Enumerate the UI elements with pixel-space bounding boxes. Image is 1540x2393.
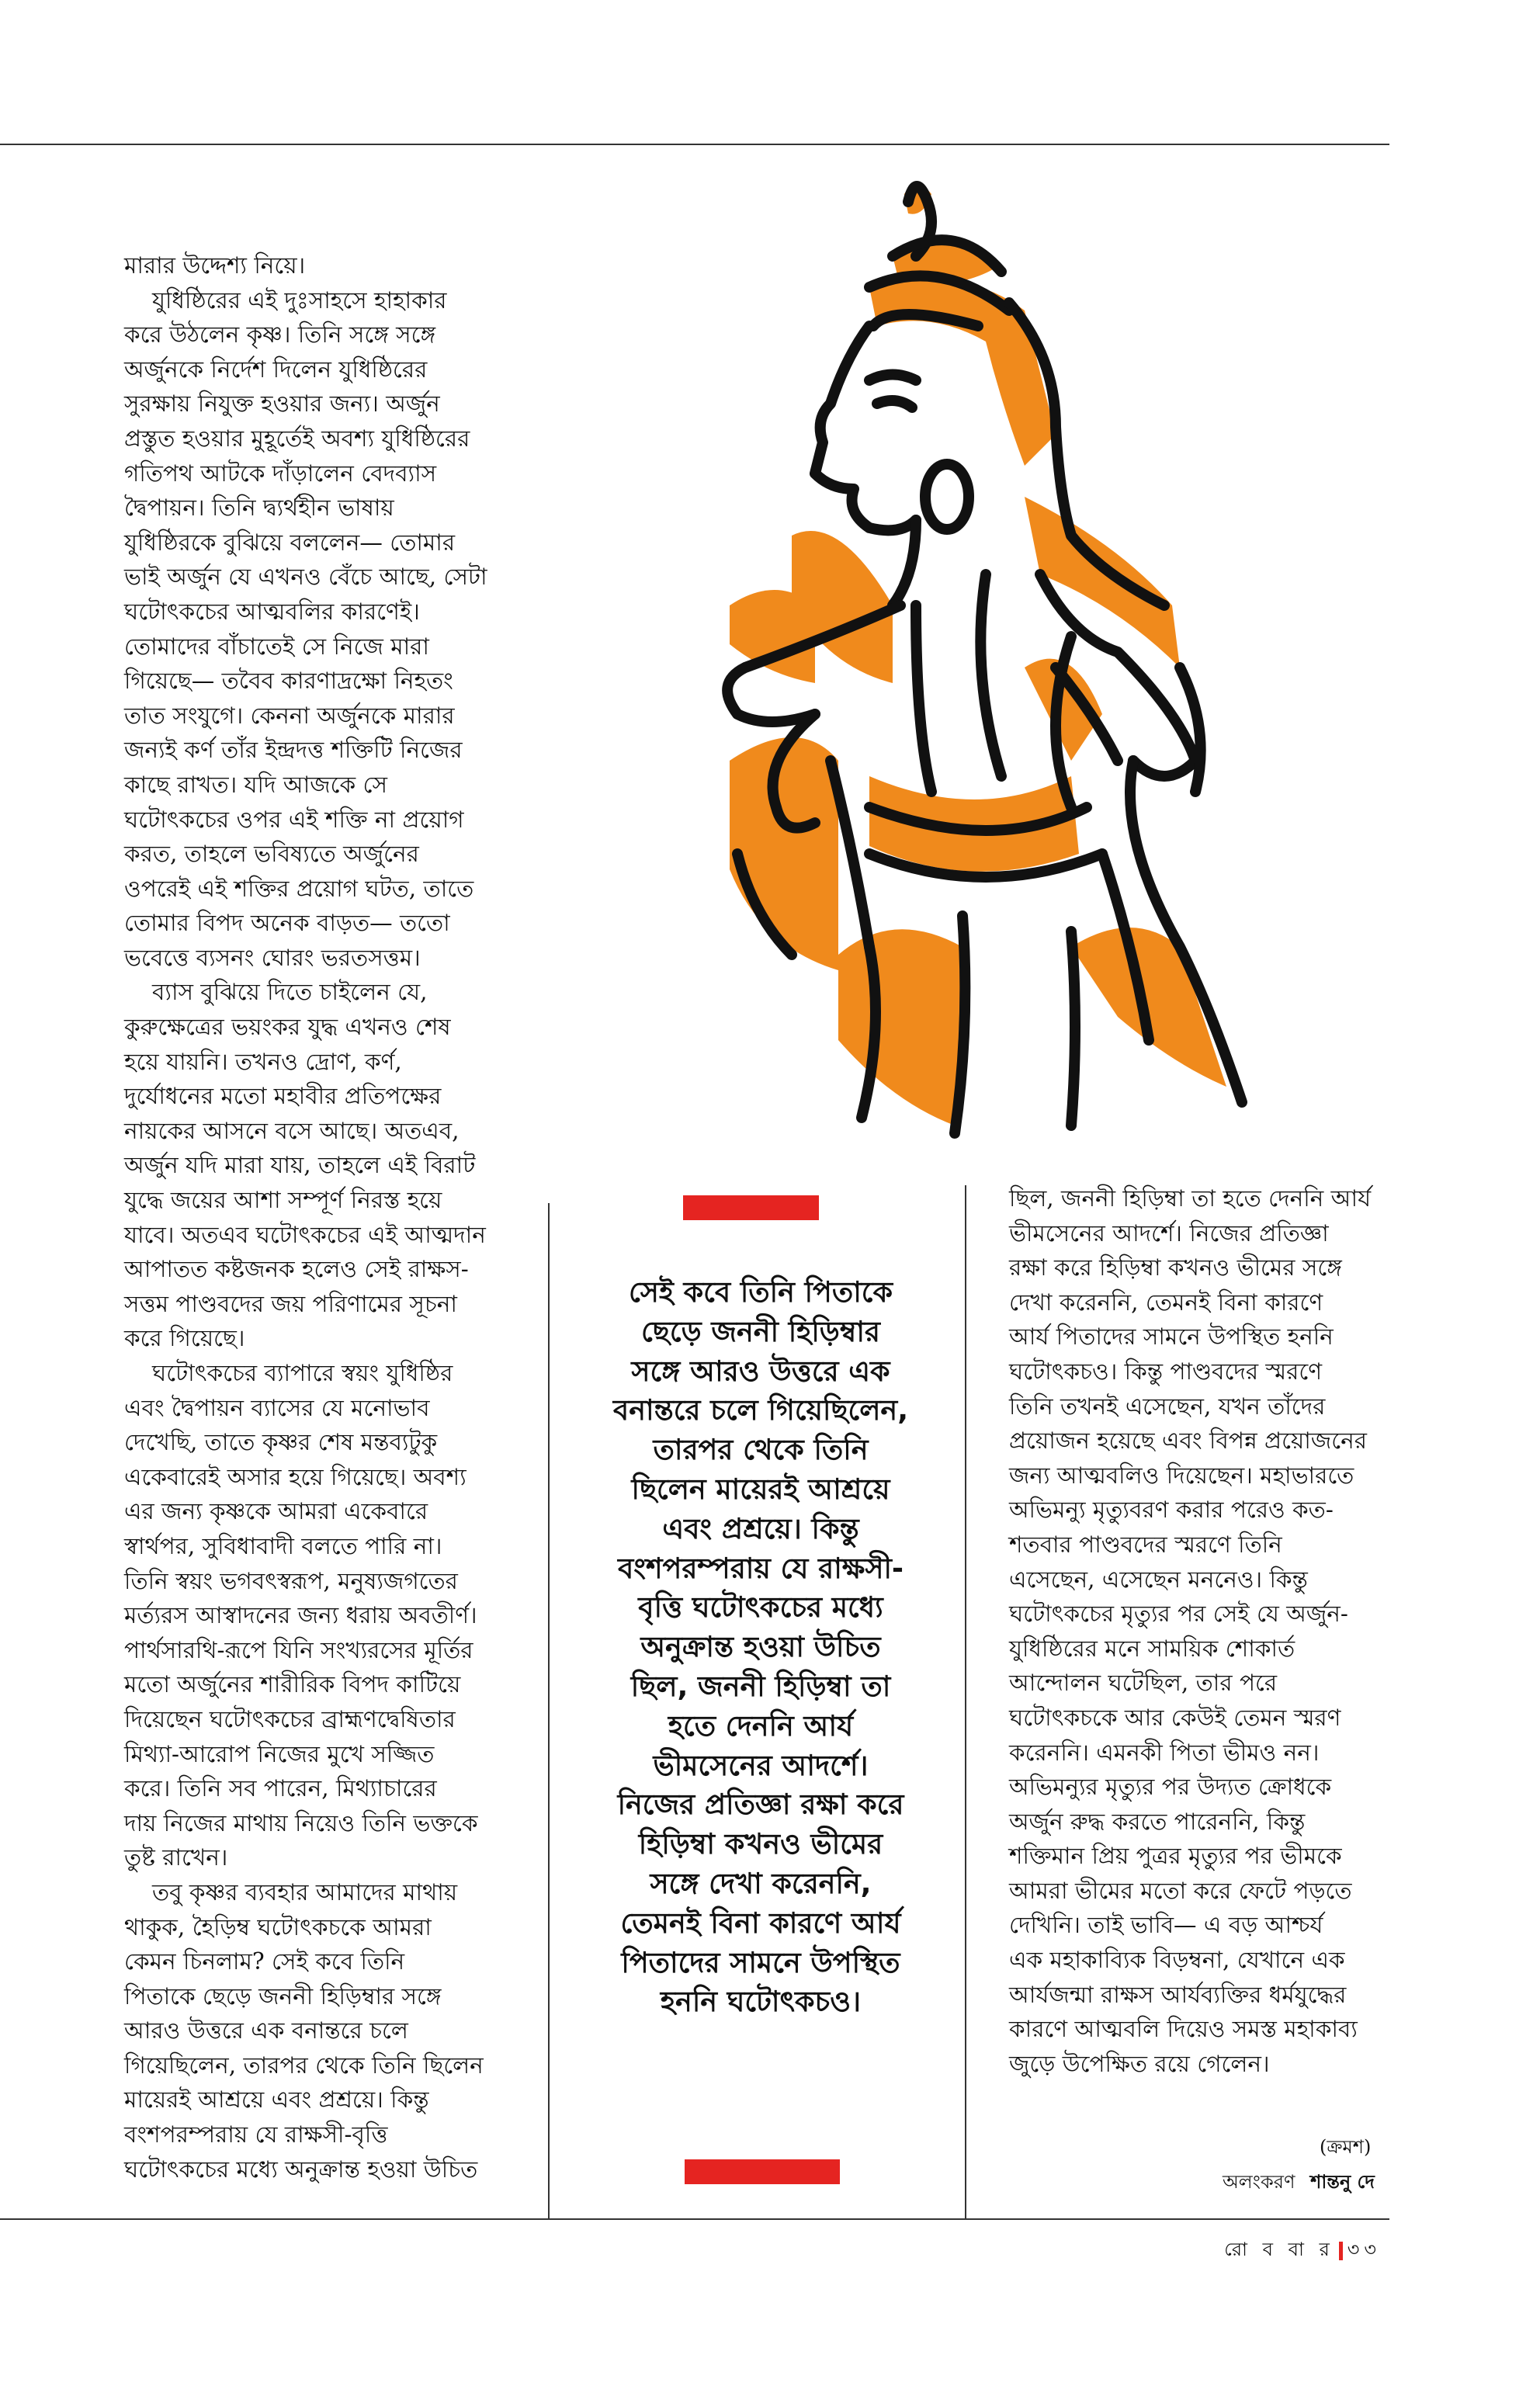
text-line: ঘটোৎকচের ব্যাপারে স্বয়ং যুধিষ্ঠির bbox=[152, 1360, 453, 1386]
text-line: ছিল, জননী হিড়িম্বা তা হতে দেননি আর্য bbox=[1009, 1185, 1372, 1212]
text-line: দেখা করেননি, তেমনই বিনা কারণে bbox=[1009, 1288, 1323, 1316]
text-line: যুদ্ধে জয়ের আশা সম্পূর্ণ নিরস্ত হয়ে bbox=[124, 1187, 442, 1214]
text-line: তোমাদের বাঁচাতেই সে নিজে মারা bbox=[124, 633, 429, 660]
text-line: মর্ত্যরস আস্বাদনের জন্য ধরায় অবতীর্ণ। bbox=[124, 1602, 477, 1629]
credit-artist: শান্তনু দে bbox=[1310, 2170, 1375, 2193]
text-line: দেখিনি। তাই ভাবি— এ বড় আশ্চর্য bbox=[1009, 1912, 1323, 1939]
text-line: আমরা ভীমের মতো করে ফেটে পড়তে bbox=[1009, 1877, 1352, 1904]
column-divider-left bbox=[548, 1203, 550, 2218]
text-line: করে গিয়েছে। bbox=[124, 1325, 245, 1352]
text-line: অর্জুন যদি মারা যায়, তাহলে এই বিরাট bbox=[124, 1152, 476, 1179]
text-line: ওপরেই এই শক্তির প্রয়োগ ঘটত, তাতে bbox=[124, 875, 474, 902]
text-line: মিথ্যা-আরোপ নিজের মুখে সজ্জিত bbox=[124, 1740, 435, 1767]
text-line: ছিলেন মায়েরই আশ্রয়ে bbox=[631, 1472, 890, 1506]
text-line: নিজের প্রতিজ্ঞা রক্ষা করে bbox=[617, 1788, 904, 1822]
top-rule bbox=[0, 144, 1389, 145]
text-line: বৃত্তি ঘটোৎকচের মধ্যে bbox=[638, 1590, 883, 1625]
text-line: অর্জুন রুদ্ধ করতে পারেননি, কিন্তু bbox=[1009, 1808, 1306, 1835]
text-line: কেমন চিনলাম? সেই কবে তিনি bbox=[124, 1948, 405, 1975]
text-line: পার্থসারথি-রূপে যিনি সংখ্যরসের মূর্তির bbox=[124, 1636, 473, 1663]
text-line: আপাতত কষ্টজনক হলেও সেই রাক্ষস- bbox=[124, 1256, 469, 1283]
text-line: তেমনই বিনা কারণে আর্য bbox=[620, 1906, 901, 1940]
text-line: অর্জুনকে নির্দেশ দিলেন যুধিষ্ঠিরের bbox=[124, 355, 428, 383]
text-line: সুরক্ষায় নিযুক্ত হওয়ার জন্য। অর্জুন bbox=[124, 390, 440, 418]
text-line: এবং প্রশ্রয়ে। কিন্তু bbox=[662, 1511, 859, 1545]
text-line: ঘটোৎকচের মধ্যে অনুক্রান্ত হওয়া উচিত bbox=[124, 2155, 478, 2183]
text-line: এবং দ্বৈপায়ন ব্যাসের যে মনোভাব bbox=[124, 1394, 430, 1421]
text-line: নায়কের আসনে বসে আছে। অতএব, bbox=[124, 1117, 460, 1144]
pullquote bbox=[559, 1273, 962, 2022]
column-divider-right bbox=[965, 1185, 966, 2218]
text-line: ঘটোৎকচের ওপর এই শক্তি না প্রয়োগ bbox=[124, 806, 464, 833]
text-line: ছিল, জননী হিড়িম্বা তা bbox=[630, 1669, 891, 1703]
text-line: পিতাকে ছেড়ে জননী হিড়িম্বার সঙ্গে bbox=[124, 1982, 442, 2010]
text-line: তবু কৃষ্ণর ব্যবহার আমাদের মাথায় bbox=[152, 1878, 458, 1906]
text-line: প্রয়োজন হয়েছে এবং বিপন্ন প্রয়োজনের bbox=[1009, 1427, 1367, 1455]
text-line: করেননি। এমনকী পিতা ভীমও নন। bbox=[1009, 1739, 1320, 1766]
text-line: তারপর থেকে তিনি bbox=[653, 1433, 869, 1467]
text-line: দিয়েছেন ঘটোৎকচের ব্রাহ্মণদ্বেষিতার bbox=[124, 1705, 456, 1732]
text-line: ঘটোৎকচও। কিন্তু পাণ্ডবদের স্মরণে bbox=[1009, 1358, 1323, 1385]
text-line: কাছে রাখত। যদি আজকে সে bbox=[124, 771, 387, 798]
text-column-left bbox=[124, 248, 543, 2187]
text-line: ঘটোৎকচকে আর কেউই তেমন স্মরণ bbox=[1009, 1704, 1341, 1731]
text-line: যুধিষ্ঠিরের মনে সাময়িক শোকার্ত bbox=[1009, 1635, 1295, 1662]
text-line: আর্য পিতাদের সামনে উপস্থিত হননি bbox=[1009, 1323, 1334, 1351]
pullquote-bottom-bar bbox=[685, 2159, 840, 2184]
text-line: সেই কবে তিনি পিতাকে bbox=[629, 1275, 893, 1309]
magazine-name: রো ব বা র bbox=[1224, 2239, 1334, 2260]
text-line: করে উঠলেন কৃষ্ণ। তিনি সঙ্গে সঙ্গে bbox=[124, 321, 436, 349]
text-line: যুধিষ্ঠিরকে বুঝিয়ে বললেন— তোমার bbox=[124, 529, 456, 556]
text-line: ভীমসেনের আদর্শে। bbox=[653, 1748, 869, 1782]
text-line: যুধিষ্ঠিরের এই দুঃসাহসে হাহাকার bbox=[152, 286, 447, 314]
text-line: আরও উত্তরে এক বনান্তরে চলে bbox=[124, 2017, 408, 2044]
text-line: এর জন্য কৃষ্ণকে আমরা একেবারে bbox=[124, 1498, 428, 1525]
text-line: মারার উদ্দেশ্য নিয়ে। bbox=[124, 252, 306, 279]
folio-separator bbox=[1339, 2242, 1343, 2260]
text-line: জুড়ে উপেক্ষিত রয়ে গেলেন। bbox=[1009, 2050, 1270, 2077]
text-line: করত, তাহলে ভবিষ্যতে অর্জুনের bbox=[124, 841, 419, 868]
text-line: কারণে আত্মবলি দিয়েও সমস্ত মহাকাব্য bbox=[1009, 2016, 1358, 2043]
text-line: সঙ্গে দেখা করেননি, bbox=[650, 1866, 872, 1900]
text-line: মতো অর্জুনের শারীরিক বিপদ কাটিয়ে bbox=[124, 1671, 461, 1698]
text-line: বংশপরম্পরায় যে রাক্ষসী-বৃত্তি bbox=[124, 2121, 388, 2148]
text-line: ব্যাস বুঝিয়ে দিতে চাইলেন যে, bbox=[152, 979, 428, 1006]
text-line: তিনি তখনই এসেছেন, যখন তাঁদের bbox=[1009, 1392, 1326, 1420]
text-line: প্রস্তুত হওয়ার মুহূর্তেই অবশ্য যুধিষ্ঠিরের bbox=[124, 425, 470, 452]
bottom-rule bbox=[0, 2218, 1389, 2220]
text-line: দায় নিজের মাথায় নিয়েও তিনি ভক্তকে bbox=[124, 1809, 478, 1836]
text-line: থাকুক, হৈড়িম্ব ঘটোৎকচকে আমরা bbox=[124, 1913, 432, 1940]
text-line: ভবেত্তে ব্যসনং ঘোরং ভরতসত্তম। bbox=[124, 944, 421, 971]
text-line: সঙ্গে আরও উত্তরে এক bbox=[631, 1354, 890, 1388]
text-line: আন্দোলন ঘটেছিল, তার পরে bbox=[1009, 1670, 1278, 1697]
pullquote-top-bar bbox=[683, 1195, 819, 1220]
page-folio bbox=[1224, 2235, 1381, 2266]
text-line: হয়ে যায়নি। তখনও দ্রোণ, কর্ণ, bbox=[124, 1048, 402, 1075]
illustration-credit bbox=[1223, 2168, 1375, 2199]
text-column-right bbox=[1009, 1181, 1413, 2081]
text-line: তুষ্ট রাখেন। bbox=[124, 1844, 228, 1871]
text-line: দ্বৈপায়ন। তিনি দ্ব্যর্থহীন ভাষায় bbox=[124, 494, 394, 522]
text-line: এক মহাকাব্যিক বিড়ম্বনা, যেখানে এক bbox=[1009, 1947, 1345, 1974]
text-line: হননি ঘটোৎকচও। bbox=[660, 1985, 862, 2019]
text-line: গিয়েছিলেন, তারপর থেকে তিনি ছিলেন bbox=[124, 2051, 484, 2079]
text-line: তিনি স্বয়ং ভগবৎস্বরূপ, মনুষ্যজগতের bbox=[124, 1567, 458, 1594]
text-line: সত্তম পাণ্ডবদের জয় পরিণামের সূচনা bbox=[124, 1290, 457, 1317]
text-line: ভীমসেনের আদর্শে। নিজের প্রতিজ্ঞা bbox=[1009, 1219, 1329, 1247]
page-number: ৩৩ bbox=[1347, 2239, 1381, 2260]
text-line: অভিমন্যু মৃত্যুবরণ করার পরেও কত- bbox=[1009, 1496, 1334, 1524]
text-line: স্বার্থপর, সুবিধাবাদী বলতে পারি না। bbox=[124, 1532, 442, 1559]
text-line: এসেছেন, এসেছেন মননেও। কিন্তু bbox=[1009, 1566, 1308, 1593]
text-line: বনান্তরে চলে গিয়েছিলেন, bbox=[612, 1393, 909, 1427]
text-line: শতবার পাণ্ডবদের স্মরণে তিনি bbox=[1009, 1531, 1282, 1558]
text-line: একেবারেই অসার হয়ে গিয়েছে। অবশ্য bbox=[124, 1463, 467, 1490]
continued-label: (ক্রমশ) bbox=[1320, 2136, 1372, 2158]
text-line: অনুক্রান্ত হওয়া উচিত bbox=[640, 1630, 881, 1664]
text-line: জন্যই কর্ণ তাঁর ইন্দ্রদত্ত শক্তিটি নিজের bbox=[124, 737, 463, 764]
text-line: ছেড়ে জননী হিড়িম্বার bbox=[640, 1314, 881, 1348]
text-line: ভাই অর্জুন যে এখনও বেঁচে আছে, সেটা bbox=[124, 564, 487, 591]
text-line: অভিমন্যুর মৃত্যুর পর উদ্যত ক্রোধকে bbox=[1009, 1774, 1332, 1801]
text-line: গতিপথ আটকে দাঁড়ালেন বেদব্যাস bbox=[124, 460, 437, 487]
text-line: রক্ষা করে হিড়িম্বা কখনও ভীমের সঙ্গে bbox=[1009, 1254, 1342, 1281]
text-line: শক্তিমান প্রিয় পুত্রর মৃত্যুর পর ভীমকে bbox=[1009, 1843, 1342, 1870]
text-line: জন্য আত্মবলিও দিয়েছেন। মহাভারতে bbox=[1009, 1462, 1354, 1489]
credit-label: অলংকরণ bbox=[1223, 2171, 1295, 2193]
text-line: হতে দেননি আর্য bbox=[668, 1708, 854, 1743]
text-line: দুর্যোধনের মতো মহাবীর প্রতিপক্ষের bbox=[124, 1083, 442, 1110]
text-line: গিয়েছে— তবৈব কারণাদ্রক্ষো নিহতং bbox=[124, 668, 453, 695]
text-line: দেখেছি, তাতে কৃষ্ণর শেষ মন্তব্যটুকু bbox=[124, 1429, 438, 1456]
text-line: ঘটোৎকচের আত্মবলির কারণেই। bbox=[124, 598, 420, 625]
text-line: আর্যজন্মা রাক্ষস আর্যব্যক্তির ধর্মযুদ্ধের bbox=[1009, 1981, 1347, 2008]
text-line: পিতাদের সামনে উপস্থিত bbox=[621, 1945, 900, 1979]
text-line: কুরুক্ষেত্রের ভয়ংকর যুদ্ধ এখনও শেষ bbox=[124, 1014, 451, 1041]
text-line: তোমার বিপদ অনেক বাড়ত— ততো bbox=[124, 910, 450, 937]
text-line: ঘটোৎকচের মৃত্যুর পর সেই যে অর্জুন- bbox=[1009, 1601, 1348, 1628]
text-line: হিড়িম্বা কখনও ভীমের bbox=[638, 1827, 883, 1861]
text-line: মায়েরই আশ্রয়ে এবং প্রশ্রয়ে। কিন্তু bbox=[124, 2086, 429, 2114]
text-line: বংশপরম্পরায় যে রাক্ষসী- bbox=[617, 1551, 904, 1585]
text-line: করে। তিনি সব পারেন, মিথ্যাচারের bbox=[124, 1775, 437, 1802]
text-line: যাবে। অতএব ঘটোৎকচের এই আত্মদান bbox=[124, 1221, 486, 1248]
text-line: তাত সংযুগে। কেননা অর্জুনকে মারার bbox=[124, 702, 455, 729]
krishna-illustration bbox=[636, 171, 1320, 1141]
